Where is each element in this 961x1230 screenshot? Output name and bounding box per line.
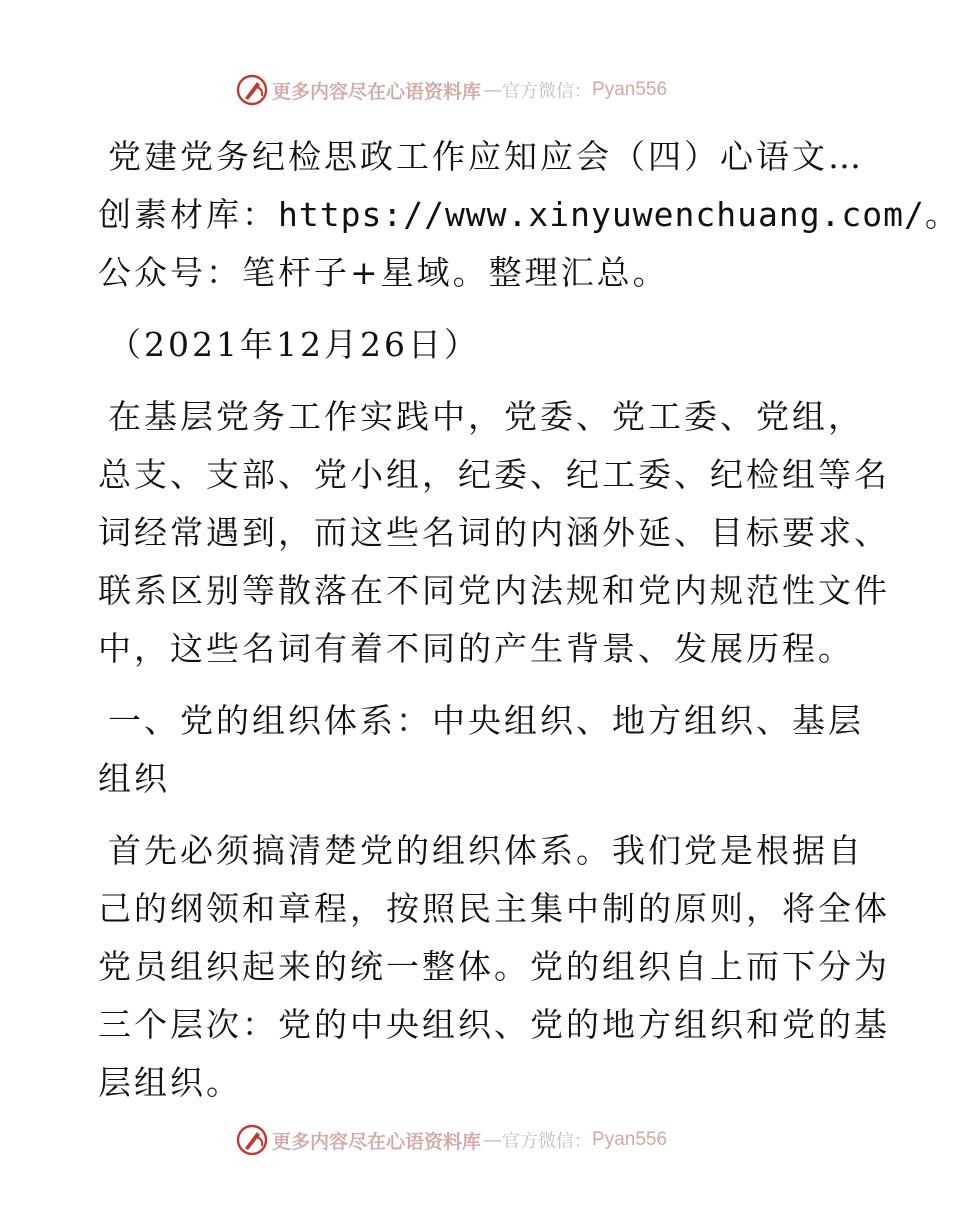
website-url: https://www.xinyuwenchuang.com/ — [278, 195, 925, 234]
banner-text: 更多内容尽在心语资料库 — [272, 80, 482, 103]
paragraph-line: 词经常遇到，而这些名词的内涵外延、目标要求、 — [98, 513, 890, 552]
document-body — [98, 128, 961, 1112]
paragraph-line: 总支、支部、党小组，纪委、纪工委、纪检组等名 — [98, 455, 890, 494]
banner-wechat-id: Pyan556 — [592, 1129, 668, 1150]
banner-wechat-id: Pyan556 — [592, 79, 668, 100]
paragraph-line: 联系区别等散落在不同党内法规和党内规范性文件 — [98, 571, 890, 610]
header-banner — [236, 73, 716, 107]
title-line-2-suffix: 。 — [924, 195, 961, 234]
paragraph-line: 中，这些名词有着不同的产生背景、发展历程。 — [98, 629, 854, 668]
title-line-2-prefix: 创素材库： — [98, 195, 278, 234]
footer-banner — [236, 1123, 716, 1157]
paragraph-line: 党员组织起来的统一整体。党的组织自上而下分为 — [98, 947, 890, 986]
heading-line: 组织 — [98, 759, 170, 798]
title-line-1: 党建党务纪检思政工作应知应会（四）心语文… — [108, 137, 864, 176]
paragraph-line: 己的纲领和章程，按照民主集中制的原则，将全体 — [98, 889, 890, 928]
paragraph-line: 三个层次：党的中央组织、党的地方组织和党的基 — [98, 1005, 890, 1044]
banner-text: 更多内容尽在心语资料库 — [272, 1130, 482, 1153]
title-line-2 — [98, 186, 961, 244]
date-line: （2021年12月26日） — [108, 325, 480, 364]
banner-separator: — — [483, 79, 503, 101]
section-heading-1 — [98, 692, 864, 808]
banner-label: 官方微信： — [502, 81, 593, 102]
paragraph-line: 层组织。 — [98, 1063, 242, 1102]
banner-separator: — — [483, 1129, 503, 1151]
paragraph-2 — [98, 822, 890, 1112]
paragraph-line: 首先必须搞清楚党的组织体系。我们党是根据自 — [108, 831, 864, 870]
heading-line: 一、党的组织体系：中央组织、地方组织、基层 — [108, 701, 864, 740]
quill-logo-icon — [236, 1124, 268, 1156]
paragraph-1 — [98, 388, 890, 678]
banner-label: 官方微信： — [502, 1131, 593, 1152]
quill-logo-icon — [236, 74, 268, 106]
title-line-3: 公众号：笔杆子+星域。整理汇总。 — [98, 253, 669, 292]
paragraph-line: 在基层党务工作实践中，党委、党工委、党组， — [108, 397, 864, 436]
